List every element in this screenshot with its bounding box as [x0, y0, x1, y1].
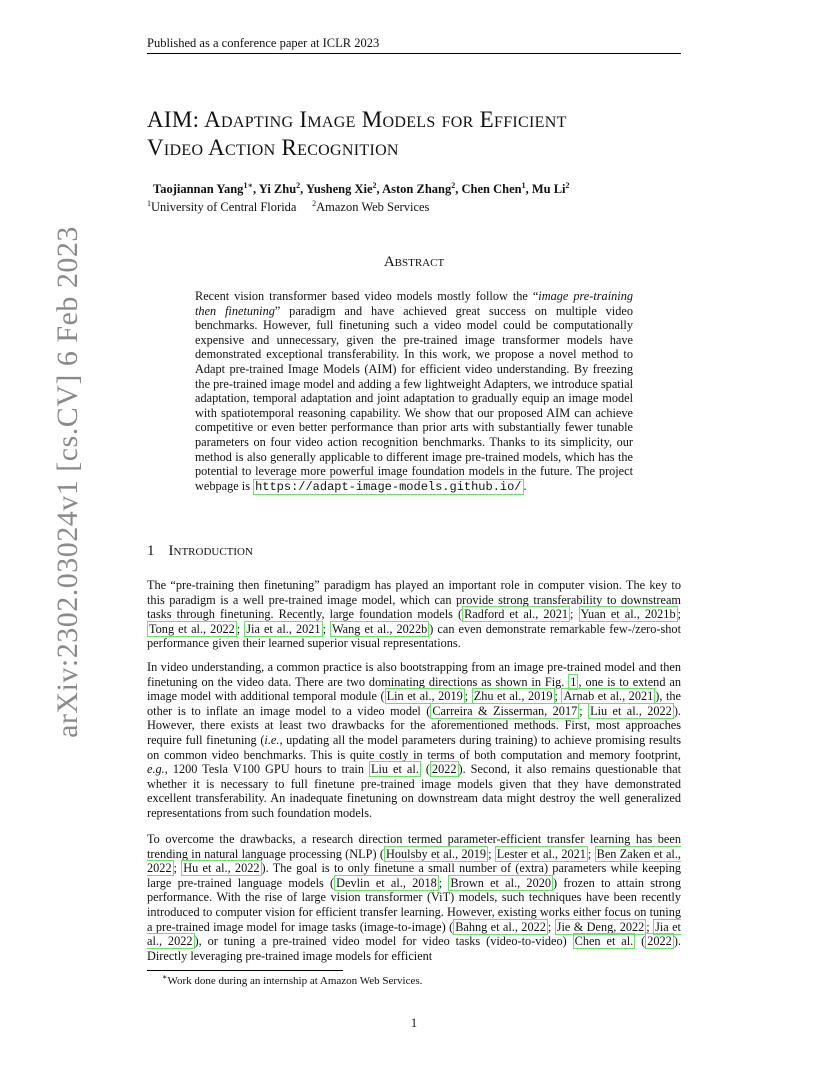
affiliation-aws: Amazon Web Services: [316, 200, 430, 214]
paper-title: [147, 106, 681, 162]
arxiv-stamp: [48, 226, 88, 738]
project-webpage-link[interactable]: https://adapt-image-models.github.io/: [255, 479, 522, 494]
abstract-heading: Abstract: [383, 254, 445, 270]
title-line-1: AIM: Adapting Image Models for Efficient: [147, 107, 567, 132]
citation-link[interactable]: Devlin et al., 2018: [336, 875, 437, 890]
citation-link[interactable]: Jie & Deng, 2022: [556, 919, 645, 934]
citation-link[interactable]: Tong et al., 2022: [149, 621, 235, 636]
footnote-rule: [147, 970, 343, 971]
citation-link[interactable]: Jia et al., 2022: [147, 919, 681, 949]
citation-link[interactable]: Jia et al., 2021: [246, 621, 321, 636]
author-name: Taojiannan Yang: [153, 182, 244, 196]
running-header: Published as a conference paper at ICLR 2023: [147, 36, 380, 50]
intro-paragraph-3: To overcome the drawbacks, a research direction termed parameter-efficient transfer learning has been trending in natural language processing (NLP) ( Houlsby et al., 2019 ; Lester et al., 2021 ; Ben Zaken et al., 2022 ; Hu et al., 2022 ). The goal is to only finetune a small number of (extra) parameters while keeping large pre-trained language models ( Devlin et al., 2018 ; Brown et al., 2020 ) frozen to attain strong performance. With the rise of large vision transformer (ViT) models, such techniques have been recently introduced to computer vision for efficient transfer learning. However, existing works either focus on tuning a pre-trained image model for image tasks (image-to-image) ( Bahng et al., 2022 ; Jie & Deng, 2022 ; Jia et al., 2022 ), or tuning a pre-trained video model for video tasks (video-to-video) Chen et al. ( 2022 ). Directly leveraging pre-trained image models for efficient: [147, 832, 681, 963]
citation-link[interactable]: Radford et al., 2021: [464, 607, 569, 622]
arxiv-stamp-text: arXiv:2302.03024v1 [cs.CV] 6 Feb 2023: [51, 226, 84, 738]
section-heading-introduction: 1 Introduction: [147, 543, 253, 559]
citation-link[interactable]: Houlsby et al., 2019: [386, 846, 487, 861]
citation-link[interactable]: Wang et al., 2022b: [332, 621, 428, 636]
citation-link[interactable]: 2022: [647, 934, 672, 949]
citation-link[interactable]: Liu et al.: [370, 762, 419, 777]
author-name: Yusheng Xie: [305, 182, 373, 196]
citation-link[interactable]: Lin et al., 2019: [386, 689, 463, 704]
citation-link[interactable]: 2022: [431, 762, 457, 777]
citation-link[interactable]: Carreira & Zisserman, 2017: [432, 703, 578, 718]
page-number: 1: [410, 1016, 418, 1030]
citation-link[interactable]: Lester et al., 2021: [496, 846, 586, 861]
affiliations: $^1$University of Central Florida $^2$Amazon Web Services: [147, 198, 430, 214]
footnote: ∗Work done during an internship at Amazon Web Services.: [162, 972, 423, 987]
citation-link[interactable]: Arnab et al., 2021: [563, 689, 654, 704]
citation-link[interactable]: Chen et al.: [574, 934, 634, 949]
title-line-2: Video Action Recognition: [147, 135, 399, 160]
intro-paragraph-1: The “pre-training then finetuning” paradigm has played an important role in computer vision. The key to this paradigm is a well pre-trained image model, which can provide strong transferability to downstream tasks through finetuning. Recently, large foundation models ( Radford et al., 2021 ; Yuan et al., 2021b ; Tong et al., 2022 ; Jia et al., 2021 ; Wang et al., 2022b ) can even demonstrate remarkable few-/zero-shot performance given their learned superior visual representations.: [147, 578, 682, 651]
header-rule: [147, 53, 681, 54]
citation-link[interactable]: Zhu et al., 2019: [473, 689, 553, 704]
author-name: Yi Zhu: [258, 182, 297, 196]
citation-link[interactable]: Brown et al., 2020: [450, 875, 552, 890]
citation-link[interactable]: Bahng et al., 2022: [455, 919, 546, 934]
author-name: Aston Zhang: [382, 182, 452, 196]
author-name: Mu Li: [531, 182, 566, 196]
intro-paragraph-2: In video understanding, a common practice is also bootstrapping from an image pre-trained model and then finetuning on the video data. There are two dominating directions as shown in Fig. 1 , one is to extend an image model with additional temporal module ( Lin et al., 2019 ; Zhu et al., 2019 ; Arnab et al., 2021 ), the other is to inflate an image model to a video model ( Carreira & Zisserman, 2017 ; Liu et al., 2022 ). However, there exists at least two drawbacks for the aforementioned methods. First, most approaches require full finetuning (i.e., updating all the model parameters during training) to achieve promising results on common video benchmarks. This is quite costly in terms of both computation and memory footprint, e.g., 1200 Tesla V100 GPU hours to train Liu et al. ( 2022 ). Second, it also remains questionable that whether it is necessary to full finetune pre-trained image models given that they have demonstrated excellent transferability. An inadequate finetuning on downstream data might destroy the well generalized representations from such foundation models.: [147, 660, 681, 820]
citation-link[interactable]: Hu et al., 2022: [183, 861, 260, 876]
citation-link[interactable]: Ben Zaken et al., 2022: [147, 846, 681, 876]
author-name: Chen Chen: [461, 182, 522, 196]
citation-link[interactable]: Yuan et al., 2021b: [580, 607, 676, 622]
author-list: Taojiannan Yang$^{1∗}$, Yi Zhu$^2$, Yusheng Xie$^2$, Aston Zhang$^2$, Chen Chen$^1$, Mu Li$^2$: [153, 180, 570, 196]
citation-link[interactable]: Liu et al., 2022: [590, 703, 672, 718]
abstract-body: Recent vision transformer based video models mostly follow the “image pre-training then finetuning” paradigm and have achieved great success on multiple video benchmarks. However, full finetuning such a video model could be computationally expensive and unnecessary, given the pre-trained image transformer models have demonstrated exceptional transferability. In this work, we propose a novel method to Adapt pre-trained Image Models (AIM) for efficient video understanding. By freezing the pre-trained image model and adding a few lightweight Adapters, we introduce spatial adaptation, temporal adaptation and joint adaptation to gradually equip an image model with spatiotemporal reasoning capability. We show that our proposed AIM can achieve competitive or even better performance than prior arts with substantially fewer tunable parameters on four video action recognition benchmarks. Thanks to its simplicity, our method is also generally applicable to different image pre-trained models, which has the potential to leverage more powerful image foundation models in the future. The project webpage is https://adapt-image-models.github.io/ .: [195, 289, 633, 494]
figure-link[interactable]: 1: [570, 674, 577, 689]
affiliation-ucf: University of Central Florida: [151, 200, 297, 214]
